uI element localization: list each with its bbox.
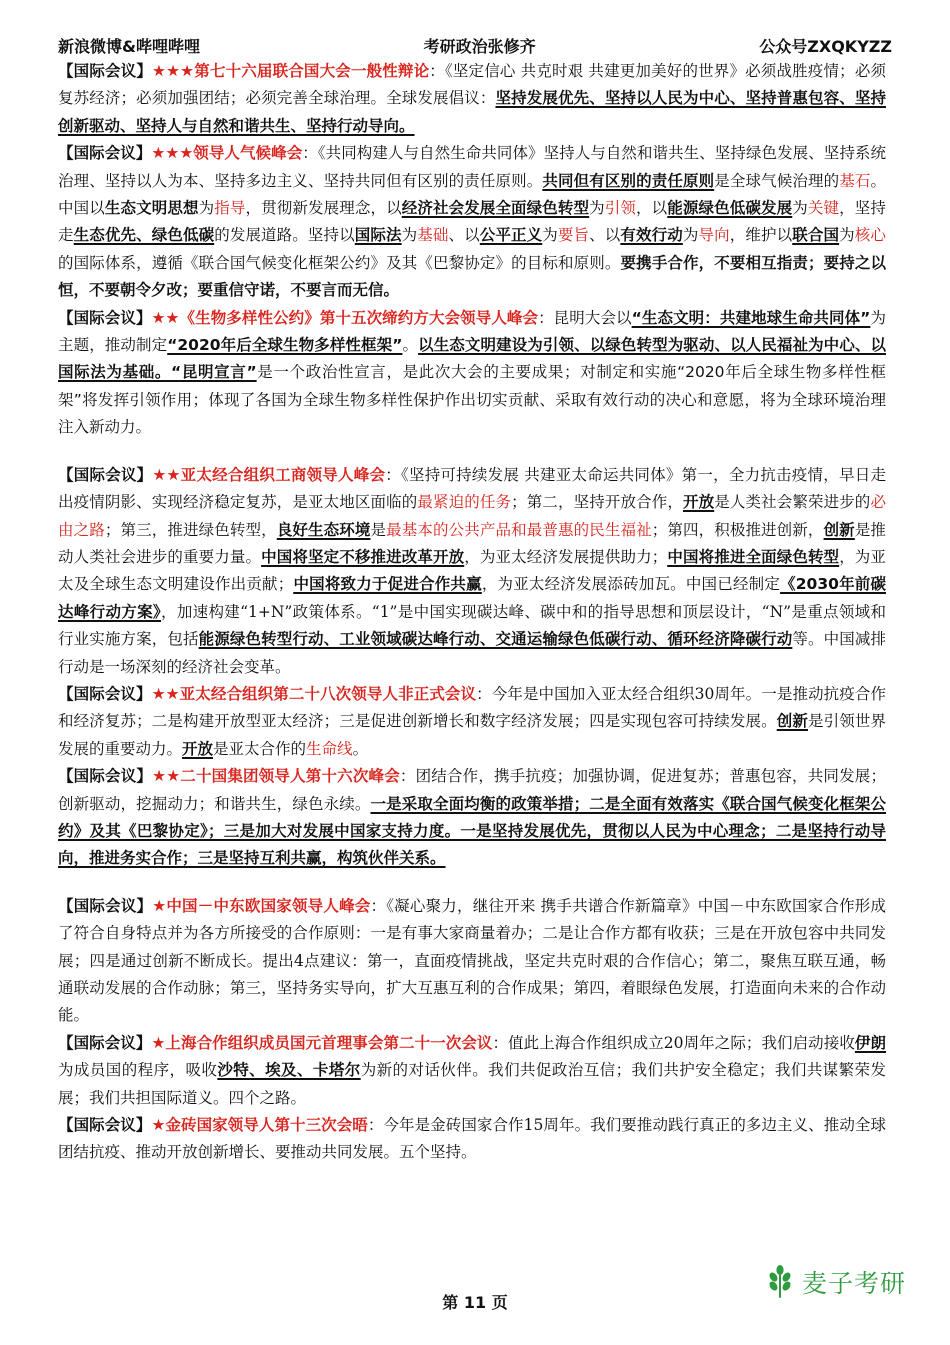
text-segment: 最紧迫的任务 — [417, 493, 512, 512]
text-segment: ，加速构建“1+N”政策体系。“1”是中国实现碳达峰、碳中和的指导思想和顶层设计，“N”是重点领域和行业实施方案，包括 — [58, 602, 886, 649]
text-segment: 的国际体系， — [58, 253, 152, 272]
text-segment: ，以 — [636, 199, 668, 218]
meeting-title: ★金砖国家领导人第十三次会晤 — [151, 1116, 368, 1135]
text-segment: 遵循《联合国气候变化框架公约》及其《巴黎协定》的目标和原则。 — [151, 253, 621, 272]
text-segment: 生命线 — [306, 739, 353, 758]
paragraph — [58, 681, 886, 763]
text-segment: 联合国 — [792, 226, 840, 245]
text-segment: 中国将坚定不移推进改革开放 — [261, 547, 465, 566]
logo-text: 麦子考研 — [802, 1269, 907, 1298]
text-segment: 共同但有区别的责任原则 — [542, 171, 715, 190]
meeting-title: ★★《生物多样性公约》第十五次缔约方大会领导人峰会 — [151, 308, 539, 327]
text-segment: 为 — [198, 199, 215, 218]
text-segment: 是亚太合作的 — [213, 739, 307, 758]
text-segment: 为 — [401, 226, 418, 245]
text-segment: 我们共促政治互信；我们共护安全稳定；我们共谋繁荣发展；我们共担国际道义。四个之路。 — [58, 1061, 886, 1107]
text-segment: 能源绿色低碳发展 — [667, 199, 793, 218]
text-segment: ：值此上海合作组织成立20周年之际；我们启动接收 — [492, 1033, 855, 1052]
paragraph — [58, 58, 886, 140]
text-segment: 能源绿色转型行动、工业领域碳达峰行动、交通运输绿色低碳行动、循环经济降碳行动 — [198, 630, 793, 649]
text-segment: 生态优先、绿色低碳 — [73, 226, 215, 245]
text-segment: 为 — [682, 226, 699, 245]
text-segment: ：今年是中国加入亚太经合组织30周年。 — [476, 684, 762, 703]
text-segment: 要携手合作，不要相互指责；要持之以恒，不要朝令夕改；要重信守诺，不要言而无信。 — [58, 253, 886, 300]
paragraph — [58, 140, 886, 304]
text-segment: 中国将推进全面绿色转型 — [667, 547, 840, 566]
text-segment: 创新 — [776, 712, 808, 731]
text-segment: 是 — [370, 520, 387, 539]
text-segment: 公平正义 — [479, 226, 543, 245]
text-segment: 指导 — [214, 199, 246, 218]
text-segment: “2020年后全球生物多样性框架” — [167, 336, 403, 355]
section-tag: 【国际会议】 — [58, 1116, 152, 1135]
meeting-title: ★★二十国集团领导人第十六次峰会 — [152, 767, 400, 786]
text-segment: 一是采取全面均衡的政策举措；二是全面有效落实《联合国气候变化框架公约》及其《巴黎协定》；三是加大对发展中国家支持力度。一是坚持发展优先，贯彻以人民为中心理念；二是坚持行动导向，推进务实合作；三是坚持互利共赢，构筑伙伴关系。 — [58, 794, 886, 868]
paragraph — [58, 305, 886, 442]
paragraph — [58, 763, 886, 873]
text-segment: 为 — [839, 226, 855, 245]
meeting-title: ★★亚太经合组织第二十八次领导人非正式会议 — [151, 684, 477, 703]
text-segment: 。 — [402, 336, 419, 355]
text-segment: 为新的对话伙伴。 — [360, 1061, 489, 1080]
text-segment: 一是推动抗疫合作和经济复苏；二是构建开放型亚太经济；三是促进创新增长和数字经济发展；四是实现包容可持续发展。 — [58, 684, 886, 731]
meeting-title: ★★★领导人气候峰会 — [151, 144, 303, 163]
text-segment: 全球发展倡议： — [386, 89, 496, 108]
text-segment: ：今年是金砖国家合作15周年。我们要 — [367, 1116, 637, 1135]
section-tag: 【国际会议】 — [58, 896, 153, 915]
text-segment: 最基本的公共产品和最普惠的民生福祉 — [386, 520, 652, 539]
text-segment: ，为亚太经济发展提供助力； — [464, 547, 668, 566]
meeting-title: ★上海合作组织成员国元首理事会第二十一次会议 — [151, 1033, 493, 1052]
section-tag: 【国际会议】 — [58, 684, 152, 703]
section-tag: 【国际会议】 — [58, 144, 152, 163]
text-segment: 的发展道路。坚持以 — [214, 226, 355, 245]
section-tag: 【国际会议】 — [58, 465, 153, 484]
section-tag: 【国际会议】 — [58, 1033, 152, 1052]
text-segment: 要旨 — [557, 226, 590, 245]
text-segment: ；第二，坚持开放合作， — [511, 493, 683, 512]
header-left: 新浪微博&哔哩哔哩 — [58, 36, 200, 56]
document-body — [58, 58, 886, 1167]
page-header — [58, 33, 892, 57]
paragraph — [58, 1112, 886, 1167]
text-segment: 为 — [792, 199, 808, 218]
text-segment: 坚持发展优先、坚持以人民为中心、坚持普惠包容、坚持创新驱动、坚持人与自然和谐共生、坚持行动导向。 — [58, 89, 886, 135]
text-segment: 推动践行真正的多边主义、推动全球团结抗疫、推动开放创新增长、要推动共同发展。五个坚持。 — [58, 1116, 886, 1162]
text-segment: 是引领世界发展的重要动力。 — [58, 712, 886, 758]
text-segment: 、以 — [589, 226, 621, 245]
section-tag: 【国际会议】 — [58, 767, 153, 786]
text-segment: 关键 — [807, 199, 840, 218]
text-segment: 引领 — [604, 199, 637, 218]
text-segment: 、以 — [448, 226, 480, 245]
text-segment: 基石 — [839, 171, 871, 190]
text-segment: ；第四，积极推进创新， — [651, 520, 824, 539]
text-segment: 基础 — [417, 226, 449, 245]
text-segment: 核心 — [854, 226, 886, 245]
text-segment: 是推动人类社会进步的重要力量。 — [58, 520, 886, 566]
text-segment: 为主题，推动制定 — [58, 308, 886, 355]
text-segment: ，贯彻新发展理念，以 — [245, 199, 402, 218]
paragraph — [58, 1030, 886, 1112]
text-segment: ，维护以 — [729, 226, 793, 245]
section-tag: 【国际会议】 — [58, 308, 152, 327]
text-segment: 导向 — [698, 226, 730, 245]
text-segment: 沙特、埃及、卡塔尔 — [217, 1061, 361, 1080]
text-segment: 《2030年前碳达峰行动方案》 — [58, 575, 886, 621]
text-segment: ，为亚太经济发展添砖加瓦。中国已经制定 — [481, 575, 781, 594]
text-segment: 创新 — [823, 520, 855, 539]
text-segment: 中国将致力于促进合作共赢 — [293, 575, 482, 594]
text-segment: 必由之路 — [58, 493, 886, 539]
text-segment: ：昆明大会以 — [538, 308, 632, 327]
meeting-title: ★★亚太经合组织工商领导人峰会 — [152, 465, 386, 484]
text-segment: ，为亚太及全球生态文明建设作出贡献； — [58, 547, 886, 594]
text-segment: 生态文明思想 — [104, 199, 199, 218]
text-segment: 国际法 — [354, 226, 402, 245]
text-segment: 。中国以 — [58, 171, 886, 218]
text-segment: ：《坚持可持续发展 共建亚太命运共同体》第一，全力抗击疫情， — [385, 465, 839, 484]
meeting-title: ★★★第七十六届联合国大会一般性辩论 — [152, 62, 430, 80]
text-segment: 早日走出疫情阴影、实现经济稳定复苏，是亚太地区面临的 — [58, 465, 886, 512]
text-segment: 等。中国减排行动是一场深刻的经济社会变革。 — [58, 630, 886, 676]
paragraph — [58, 893, 886, 1030]
page-number: 第 11 页 — [442, 1293, 508, 1312]
text-segment: 经济社会发展全面绿色转型 — [401, 199, 590, 218]
text-segment: ；第三，推进绿色转型， — [104, 520, 277, 539]
text-segment: 开放 — [682, 493, 715, 512]
text-segment: 提出4点建议： — [262, 951, 368, 970]
text-segment: 。 — [352, 739, 369, 758]
text-segment: 伊朗 — [854, 1033, 886, 1052]
paragraph-gap — [58, 873, 886, 893]
text-segment: 中国－中东欧国家合作形成了符合自身特点并为各方所接受的合作原则： — [58, 896, 886, 943]
paragraph-gap — [58, 442, 886, 462]
text-segment: 坚持人与自然和谐共生、坚持绿色发展、坚持系统治理、坚持以人为本、坚持多边主义、坚持共同但有区别的责任原则。 — [58, 144, 886, 190]
text-segment: ，坚持走 — [58, 199, 886, 245]
text-segment: ：《共同构建人与自然生命共同体》 — [302, 144, 544, 163]
text-segment: 第一，直面疫情挑战，坚定共克时艰的合作信心；第二，聚焦互联互通，畅通联动发展的合作动脉；第三，坚持务实导向，扩大互惠互利的合作成果；第四，着眼绿色发展，打造面向未来的合作动能。 — [58, 951, 886, 1025]
text-segment: ：《凝心聚力，继往开来 携手共谱合作新篇章》 — [370, 896, 698, 915]
section-tag: 【国际会议】 — [58, 62, 153, 80]
text-segment: ：《坚定信心 共克时艰 共建更加美好的世界》必须战胜疫情；必须复苏经济；必须加强团结；必须完善全球治理。 — [58, 62, 886, 108]
header-center: 考研政治张修齐 — [423, 36, 536, 56]
text-segment: 为 — [589, 199, 605, 218]
text-segment: “生态文明：共建地球生命共同体” — [631, 308, 871, 327]
meeting-title: ★中国－中东欧国家领导人峰会 — [152, 896, 371, 915]
text-segment: 为成员国的程序，吸收 — [58, 1061, 218, 1080]
paragraph — [58, 462, 886, 681]
text-segment: 是一个政治性宣言，是此次大会的主要成果；对制定和实施“2020年后全球生物多样性框架”将发挥引领作用；体现了各国为全球生物多样性保护作出切实贡献、采取有效行动的决心和意愿，将为全球环境治理注入新动力。 — [58, 363, 886, 437]
text-segment: 良好生态环境 — [276, 520, 371, 539]
text-segment: 为 — [542, 226, 558, 245]
text-segment: “昆明宣言” — [171, 363, 257, 382]
header-right: 公众号ZXQKYZZ — [759, 36, 892, 56]
text-segment: 以生态文明建设为引领、以绿色转型为驱动、以人民福祉为中心、以国际法为基础。 — [58, 336, 886, 382]
text-segment: 是全球气候治理的 — [714, 171, 840, 190]
text-segment: 一是有事大家商量着办；二是让合作方都有收获；三是在开放包容中共同发展；四是通过创新不断成长。 — [58, 924, 886, 970]
text-segment: 是人类社会繁荣进步的 — [714, 493, 871, 512]
text-segment: 开放 — [182, 739, 214, 758]
text-segment: 有效行动 — [620, 226, 683, 245]
text-segment: ：团结合作，携手抗疫；加强协调，促进复苏；普惠包容，共同发展；创新驱动，挖掘动力；和谐共生，绿色永续。 — [58, 767, 886, 813]
